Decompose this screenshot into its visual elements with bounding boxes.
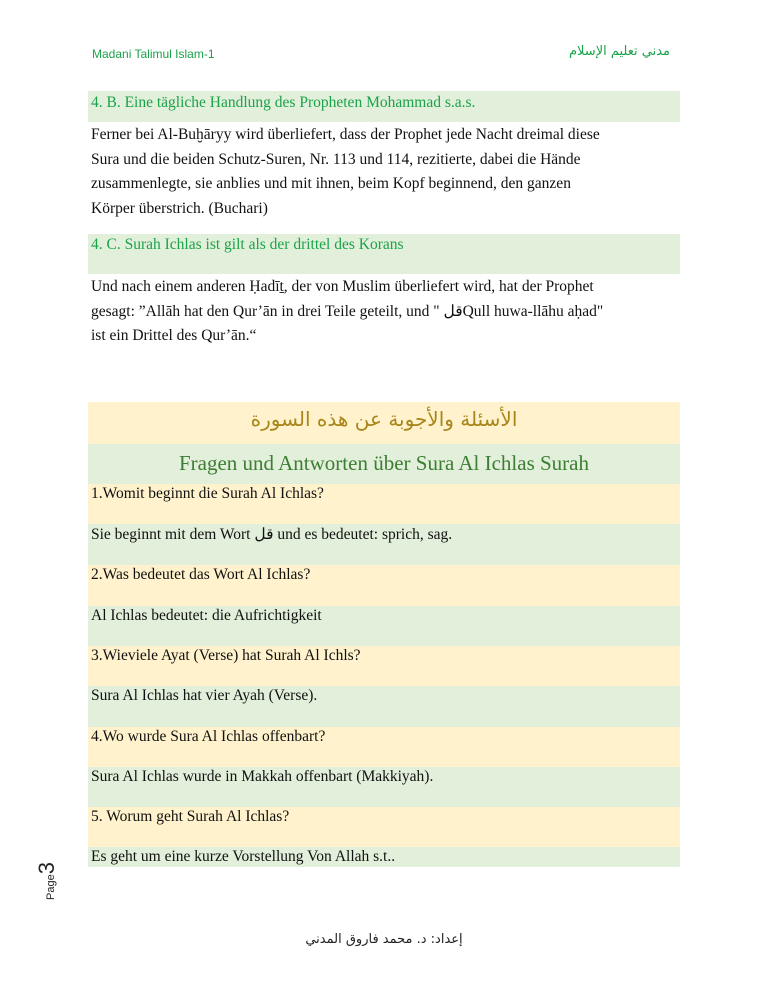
section-c-heading: 4. C. Surah Ichlas ist gilt als der drittel des Korans — [91, 236, 404, 253]
qa-question-3: 3.Wieviele Ayat (Verse) hat Surah Al Ichls? — [88, 646, 680, 686]
page-number: 3 — [34, 862, 59, 875]
page-number-label — [34, 862, 60, 900]
qa-question-5: 5. Worum geht Surah Al Ichlas? — [88, 807, 680, 847]
qa-answer-4: Sura Al Ichlas wurde in Makkah offenbart (Makkiyah). — [88, 767, 680, 807]
section-c-paragraph — [91, 275, 681, 349]
section-b-line: Ferner bei Al-Buḫāryy wird überliefert, dass der Prophet jede Nacht dreimal diese — [91, 126, 600, 143]
section-c-heading-band — [88, 234, 680, 274]
qa-answer-5: Es geht um eine kurze Vorstellung Von Allah s.t.. — [88, 847, 680, 867]
qa-answer-3: Sura Al Ichlas hat vier Ayah (Verse). — [88, 686, 680, 727]
section-b-heading: 4. B. Eine tägliche Handlung des Propheten Mohammad s.a.s. — [91, 94, 476, 111]
footer-author: إعداد: د. محمد فاروق المدني — [305, 932, 463, 947]
qa-question-4: 4.Wo wurde Sura Al Ichlas offenbart? — [88, 727, 680, 767]
qa-question-1: 1.Womit beginnt die Surah Al Ichlas? — [88, 484, 680, 524]
section-c-line: gesagt: ”Allāh hat den Qur’ān in drei Teile geteilt, und " قلQull huwa-llāhu aḥad" — [91, 302, 604, 320]
section-c-line: ist ein Drittel des Qur’ān.“ — [91, 327, 257, 344]
section-b-paragraph — [91, 123, 681, 221]
qa-answer-1: Sie beginnt mit dem Wort قل und es bedeutet: sprich, sag. — [88, 524, 680, 565]
qa-title-arabic: الأسئلة والأجوبة عن هذه السورة — [88, 402, 680, 444]
section-b-line: zusammenlegte, sie anblies und mit ihnen, beim Kopf beginnend, den ganzen — [91, 175, 571, 192]
qa-question-2: 2.Was bedeutet das Wort Al Ichlas? — [88, 565, 680, 606]
section-b-line: Sura und die beiden Schutz-Suren, Nr. 113 und 114, rezitierte, dabei die Hände — [91, 150, 581, 168]
header-arabic-title: مدني تعليم الإسلام — [569, 44, 670, 59]
qa-title-german: Fragen und Antworten über Sura Al Ichlas Surah — [88, 444, 680, 484]
section-b-heading-band — [88, 91, 680, 122]
section-c-line: Und nach einem anderen Ḥadīṯ, der von Muslim überliefert wird, hat der Prophet — [91, 278, 594, 295]
header-title: Madani Talimul Islam-1 — [92, 47, 215, 61]
page-word: Page — [45, 874, 57, 900]
section-b-line: Körper überstrich. (Buchari) — [91, 199, 268, 217]
qa-answer-2: Al Ichlas bedeutet: die Aufrichtigkeit — [88, 606, 680, 646]
